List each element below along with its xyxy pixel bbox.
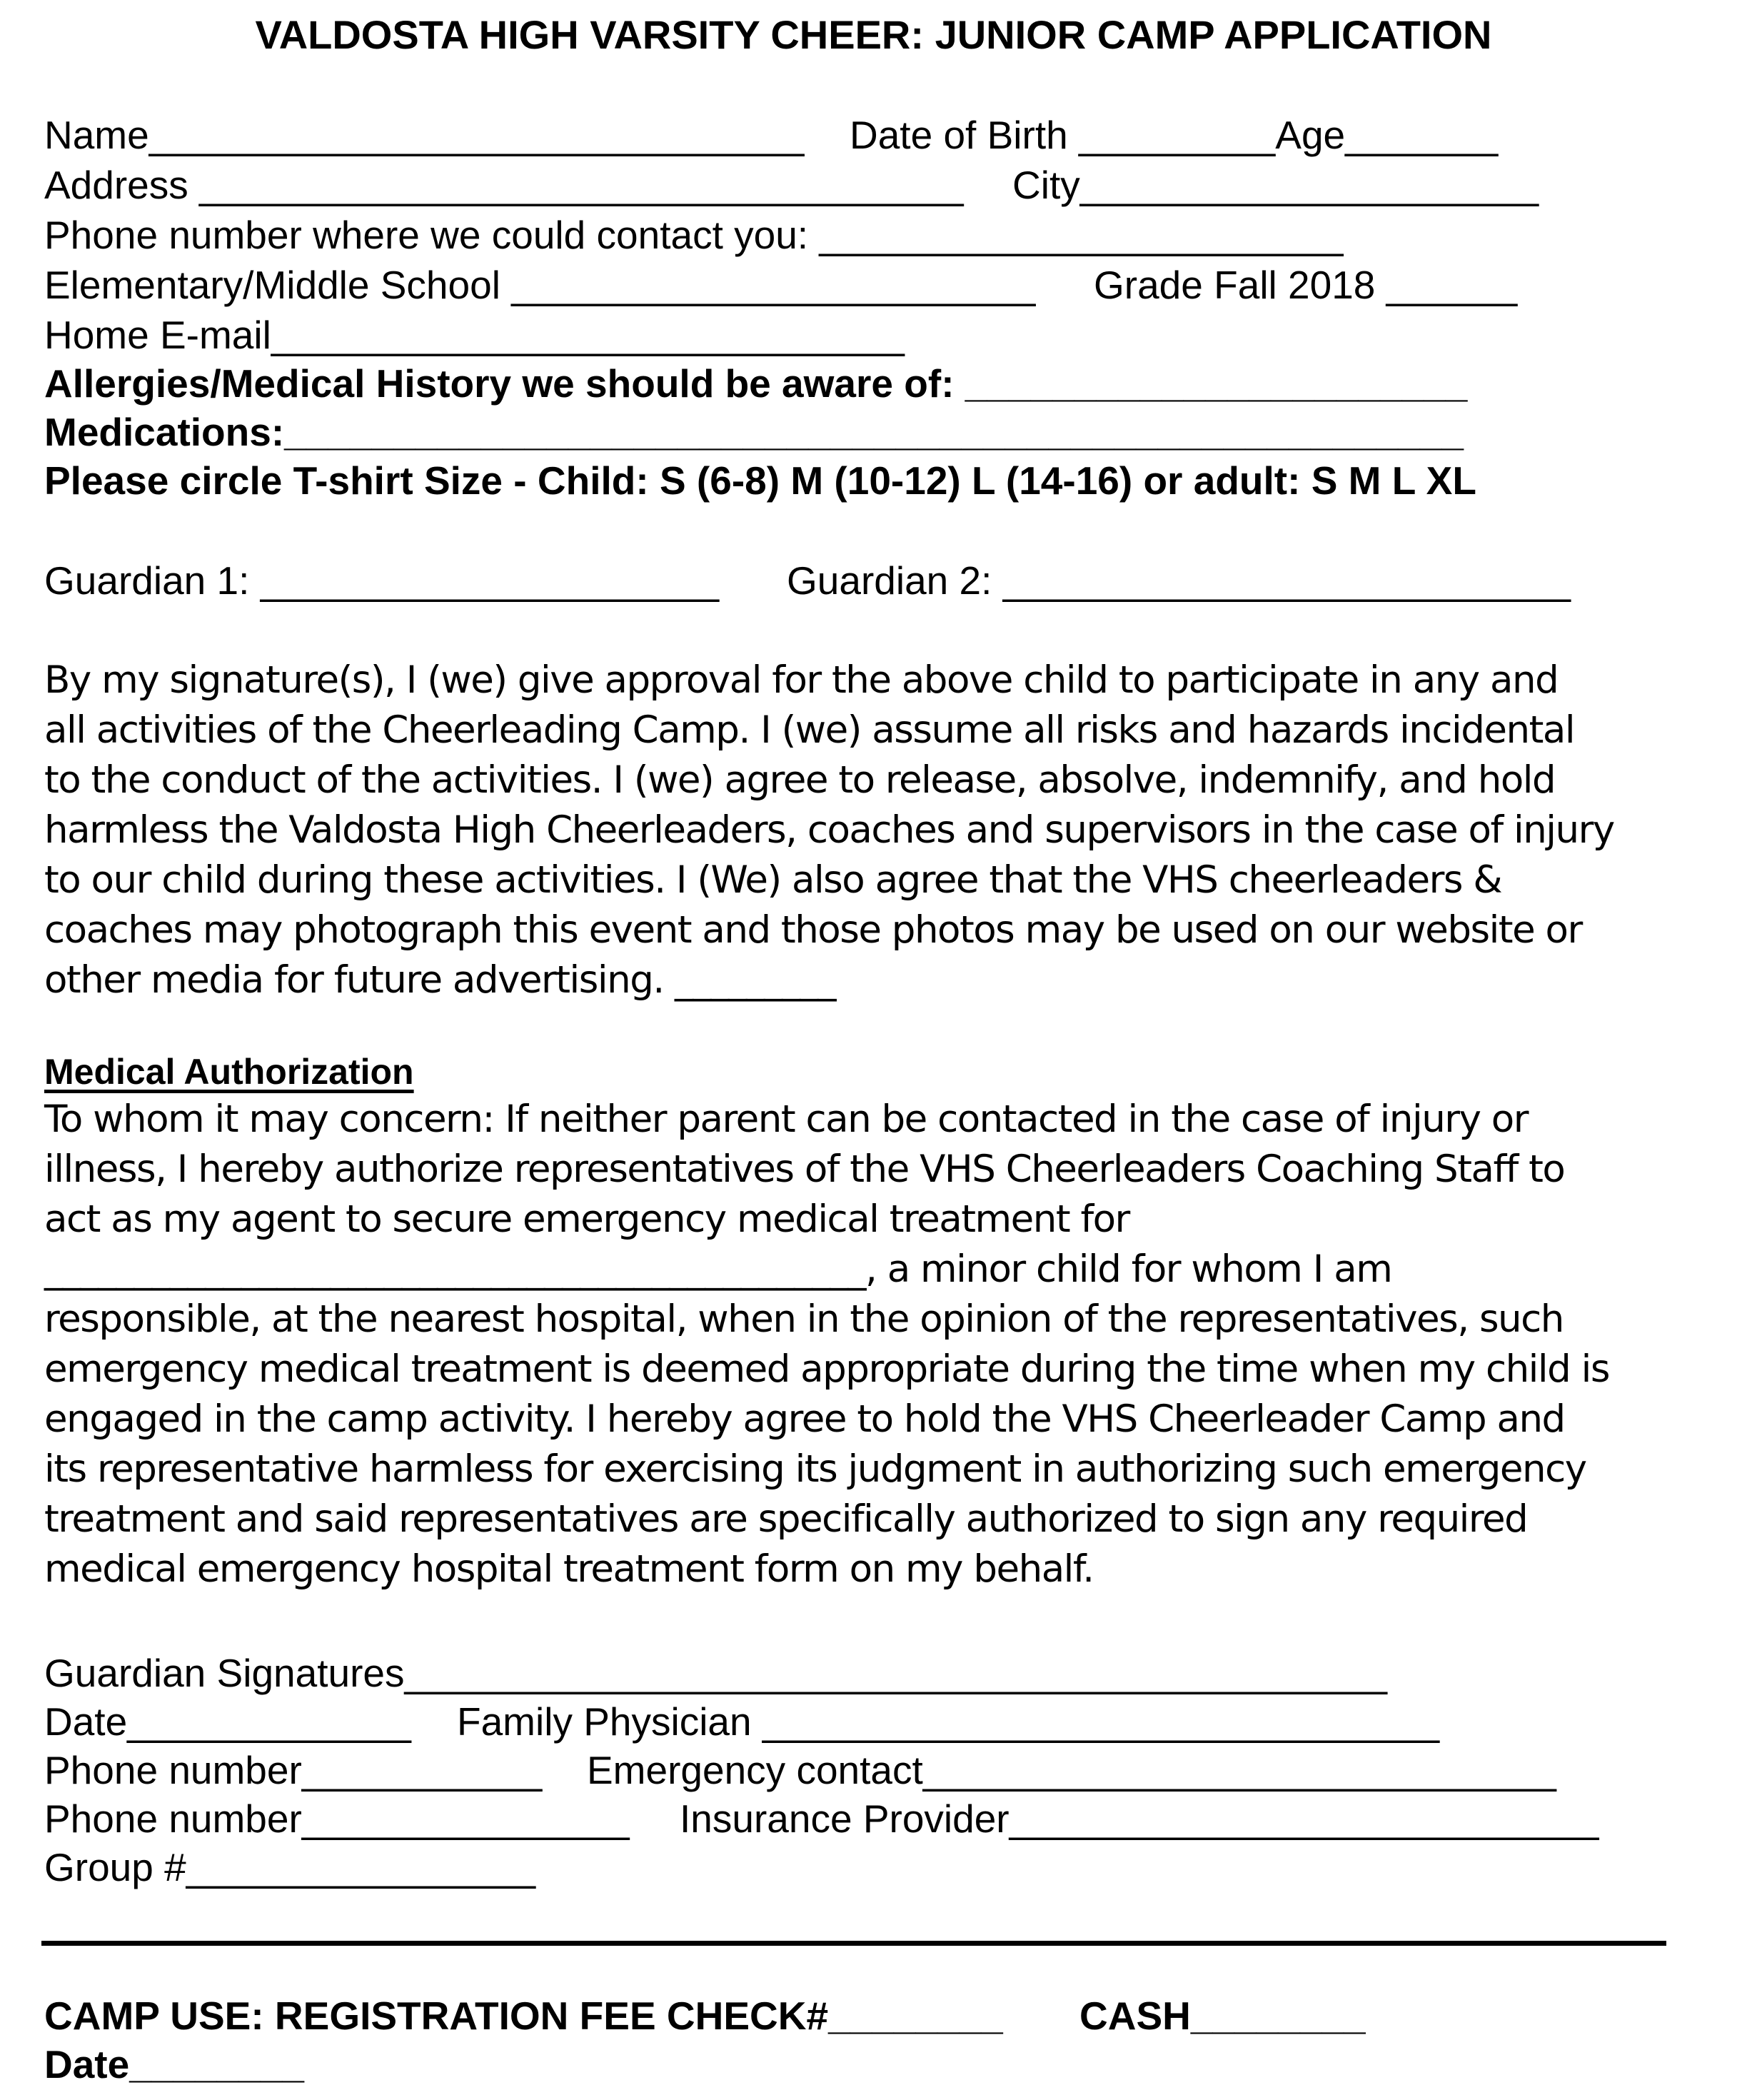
medical-line: act as my agent to secure emergency medical treatment for	[44, 1197, 1129, 1241]
allergies-field[interactable]: Allergies/Medical History we should be aware of: _______________________	[44, 361, 1468, 406]
tshirt-size-field[interactable]: Please circle T-shirt Size - Child: S (6-8) M (10-12) L (14-16) or adult: S M L XL	[44, 458, 1476, 503]
consent-line: coaches may photograph this event and those photos may be used on our website or	[44, 908, 1582, 952]
medical-line: illness, I hereby authorize representatives of the VHS Cheerleaders Coaching Staff to	[44, 1147, 1565, 1191]
consent-line: By my signature(s), I (we) give approval for the above child to participate in any and	[44, 658, 1559, 702]
phone-number-2-field[interactable]: Phone number_______________	[44, 1797, 630, 1841]
medical-line: medical emergency hospital treatment form on my behalf.	[44, 1547, 1094, 1591]
emergency-contact-field[interactable]: Emergency contact_____________________________	[587, 1748, 1556, 1792]
phone-number-1-field[interactable]: Phone number___________	[44, 1748, 543, 1792]
address-field[interactable]: Address ___________________________________	[44, 163, 964, 207]
medications-field[interactable]: Medications:______________________________________________________	[44, 410, 1464, 454]
cash-field[interactable]: CASH________	[1079, 1994, 1366, 2038]
child-name-line[interactable]: ______________________________________________, a minor child for whom I am	[44, 1247, 1392, 1291]
name-field[interactable]: Name______________________________	[44, 113, 805, 157]
grade-field[interactable]: Grade Fall 2018 ______	[1094, 263, 1518, 307]
group-number-field[interactable]: Group #________________	[44, 1845, 536, 1889]
signature-date-field[interactable]: Date_____________	[44, 1699, 411, 1744]
school-field[interactable]: Elementary/Middle School ________________________	[44, 263, 1036, 307]
medical-authorization-heading: Medical Authorization	[44, 1052, 414, 1092]
section-divider	[41, 1941, 1666, 1946]
phone-field[interactable]: Phone number where we could contact you: ________________________	[44, 213, 1344, 257]
medical-line: responsible, at the nearest hospital, when in the opinion of the representatives, such	[44, 1297, 1564, 1341]
medical-line: treatment and said representatives are specifically authorized to sign any required	[44, 1497, 1528, 1541]
consent-line: to the conduct of the activities. I (we) agree to release, absolve, indemnify, and hold	[44, 758, 1556, 802]
camp-use-date-field[interactable]: Date________	[44, 2042, 304, 2086]
city-field[interactable]: City_____________________	[1012, 163, 1539, 207]
email-field[interactable]: Home E-mail_____________________________	[44, 313, 905, 357]
medical-line: engaged in the camp activity. I hereby agree to hold the VHS Cheerleader Camp and	[44, 1397, 1565, 1441]
medical-line: To whom it may concern: If neither parent can be contacted in the case of injury or	[44, 1097, 1529, 1141]
guardian2-field[interactable]: Guardian 2: __________________________	[787, 558, 1571, 603]
consent-line: all activities of the Cheerleading Camp. I (we) assume all risks and hazards incidental	[44, 708, 1575, 752]
guardian1-field[interactable]: Guardian 1: _____________________	[44, 558, 720, 603]
form-title: VALDOSTA HIGH VARSITY CHEER: JUNIOR CAMP APPLICATION	[255, 12, 1492, 57]
medical-line: emergency medical treatment is deemed appropriate during the time when my child is	[44, 1347, 1609, 1391]
guardian-signatures-field[interactable]: Guardian Signatures_____________________________________________	[44, 1651, 1387, 1695]
consent-line: harmless the Valdosta High Cheerleaders, coaches and supervisors in the case of injury	[44, 808, 1614, 852]
consent-initials-line[interactable]: other media for future advertising. _________	[44, 958, 836, 1002]
dob-age-field[interactable]: Date of Birth _________Age_______	[850, 113, 1499, 157]
insurance-provider-field[interactable]: Insurance Provider___________________________	[680, 1797, 1599, 1841]
registration-fee-check-field[interactable]: CAMP USE: REGISTRATION FEE CHECK#________	[44, 1994, 1003, 2038]
family-physician-field[interactable]: Family Physician _______________________________	[457, 1699, 1440, 1744]
medical-line: its representative harmless for exercising its judgment in authorizing such emergency	[44, 1447, 1586, 1491]
consent-line: to our child during these activities. I (We) also agree that the VHS cheerleaders &	[44, 858, 1502, 902]
